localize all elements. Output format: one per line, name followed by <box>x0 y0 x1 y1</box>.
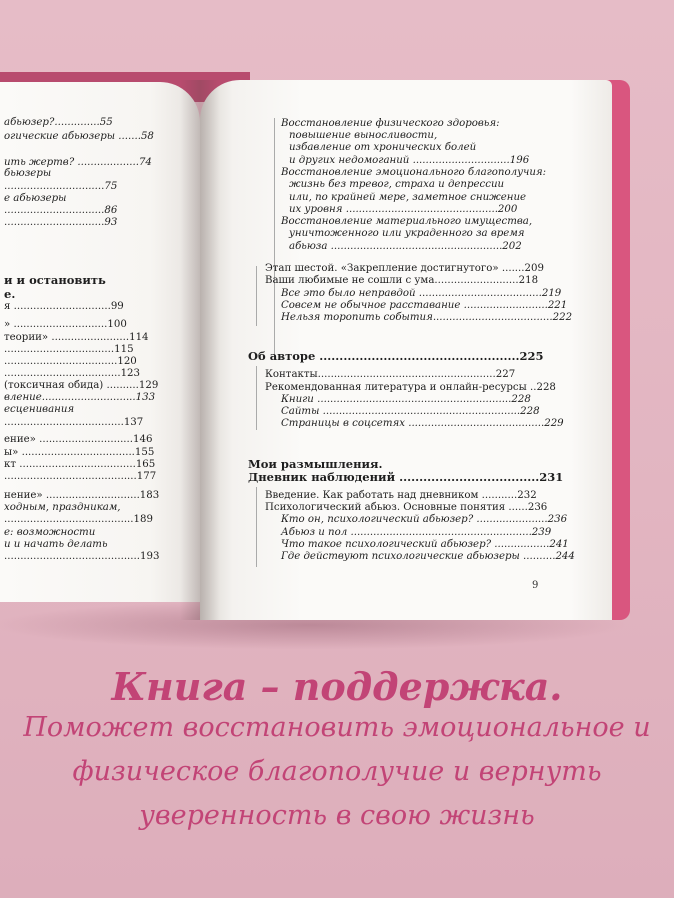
toc-line: » .............................100 <box>4 319 127 330</box>
caption-title: Книга – поддержка. <box>111 664 563 709</box>
caption-line: Поможет восстановить эмоциональное и <box>23 712 651 743</box>
toc-line: Все это было неправдой ......................................219 <box>281 288 562 299</box>
toc-line: ....................................123 <box>4 368 141 379</box>
toc-indent-rule <box>256 366 257 430</box>
page-number: 9 <box>532 580 539 591</box>
toc-indent-rule <box>274 118 275 358</box>
toc-line: ...............................75 <box>4 181 118 192</box>
toc-line: Ваши любимые не сошли с ума..........................218 <box>265 275 539 286</box>
toc-line: абьюза .....................................................202 <box>289 241 522 252</box>
toc-line: огические абьюзеры .......58 <box>4 131 154 142</box>
toc-line: ходным, праздникам, <box>4 502 121 513</box>
toc-heading: Дневник наблюдений ...................................231 <box>248 470 564 484</box>
toc-line: ...............................86 <box>4 205 118 216</box>
toc-line: ы» ...................................155 <box>4 447 155 458</box>
toc-line: Книги ............................................................228 <box>281 394 531 405</box>
toc-line: или, по крайней мере, заметное снижение <box>289 192 527 203</box>
toc-line: е: возможности <box>4 527 96 538</box>
toc-line: Совсем не обычное расставание ..........................221 <box>281 300 568 311</box>
toc-line: .........................................177 <box>4 471 157 482</box>
toc-line: Восстановление материального имущества, <box>281 216 533 227</box>
toc-line: ........................................189 <box>4 514 153 525</box>
toc-indent-rule <box>256 487 257 567</box>
toc-line: Психологический абьюз. Основные понятия ......236 <box>265 502 548 513</box>
toc-line: повышение выносливости, <box>289 130 438 141</box>
toc-line: я ..............................99 <box>4 301 124 312</box>
toc-line: Этап шестой. «Закрепление достигнутого» .......209 <box>265 263 544 274</box>
toc-indent-rule <box>256 266 257 326</box>
toc-line: ...................................120 <box>4 356 137 367</box>
toc-line: абьюзер?..............55 <box>4 117 113 128</box>
toc-line: вление.............................133 <box>4 392 156 403</box>
toc-line: жизнь без тревог, страха и депрессии <box>289 179 505 190</box>
toc-line: Страницы в соцсетях ..........................................229 <box>281 418 564 429</box>
caption-line: физическое благополучие и вернуть <box>72 756 602 787</box>
toc-line: Введение. Как работать над дневником ...........232 <box>265 490 537 501</box>
toc-line: .....................................137 <box>4 417 144 428</box>
toc-line: Где действуют психологические абьюзеры ..........244 <box>281 551 575 562</box>
toc-line: Восстановление эмоционального благополучия: <box>281 167 547 178</box>
toc-line: и других недомоганий ..............................196 <box>289 155 530 166</box>
toc-line: ить жертв? ...................74 <box>4 157 152 168</box>
book-spine <box>180 80 220 620</box>
toc-line: и и остановить <box>4 273 106 287</box>
toc-line: Рекомендованная литература и онлайн-ресурсы ..228 <box>265 382 556 393</box>
toc-line: нение» .............................183 <box>4 490 160 501</box>
toc-line: ение» .............................146 <box>4 434 153 445</box>
toc-line: есценивания <box>4 404 75 415</box>
toc-line: теории» ........................114 <box>4 332 149 343</box>
toc-line: Абьюз и пол ........................................................239 <box>281 527 552 538</box>
toc-heading: Об авторе ..................................................225 <box>248 349 544 363</box>
caption-line: уверенность в свою жизнь <box>139 800 535 831</box>
toc-line: Контакты.......................................................227 <box>265 369 516 380</box>
toc-line: избавление от хронических болей <box>289 142 477 153</box>
toc-line: е. <box>4 287 16 301</box>
toc-line: Сайты .............................................................228 <box>281 406 540 417</box>
toc-line: уничтоженного или украденного за время <box>289 228 525 239</box>
toc-line: кт ....................................165 <box>4 459 156 470</box>
toc-line: Восстановление физического здоровья: <box>281 118 500 129</box>
toc-line: (токсичная обида) ..........129 <box>4 380 159 391</box>
toc-line: ..................................115 <box>4 344 134 355</box>
toc-line: бьюзеры <box>4 168 52 179</box>
toc-line: Что такое психологический абьюзер? .................241 <box>281 539 569 550</box>
toc-heading: Мои размышления. <box>248 457 383 471</box>
toc-line: ..........................................193 <box>4 551 160 562</box>
toc-line: и и начать делать <box>4 539 108 550</box>
toc-line: Нельзя торопить события.....................................222 <box>281 312 573 323</box>
toc-line: ...............................93 <box>4 217 118 228</box>
toc-line: их уровня ...............................................200 <box>289 204 518 215</box>
toc-line: е абьюзеры <box>4 193 67 204</box>
toc-line: Кто он, психологический абьюзер? ......................236 <box>281 514 568 525</box>
